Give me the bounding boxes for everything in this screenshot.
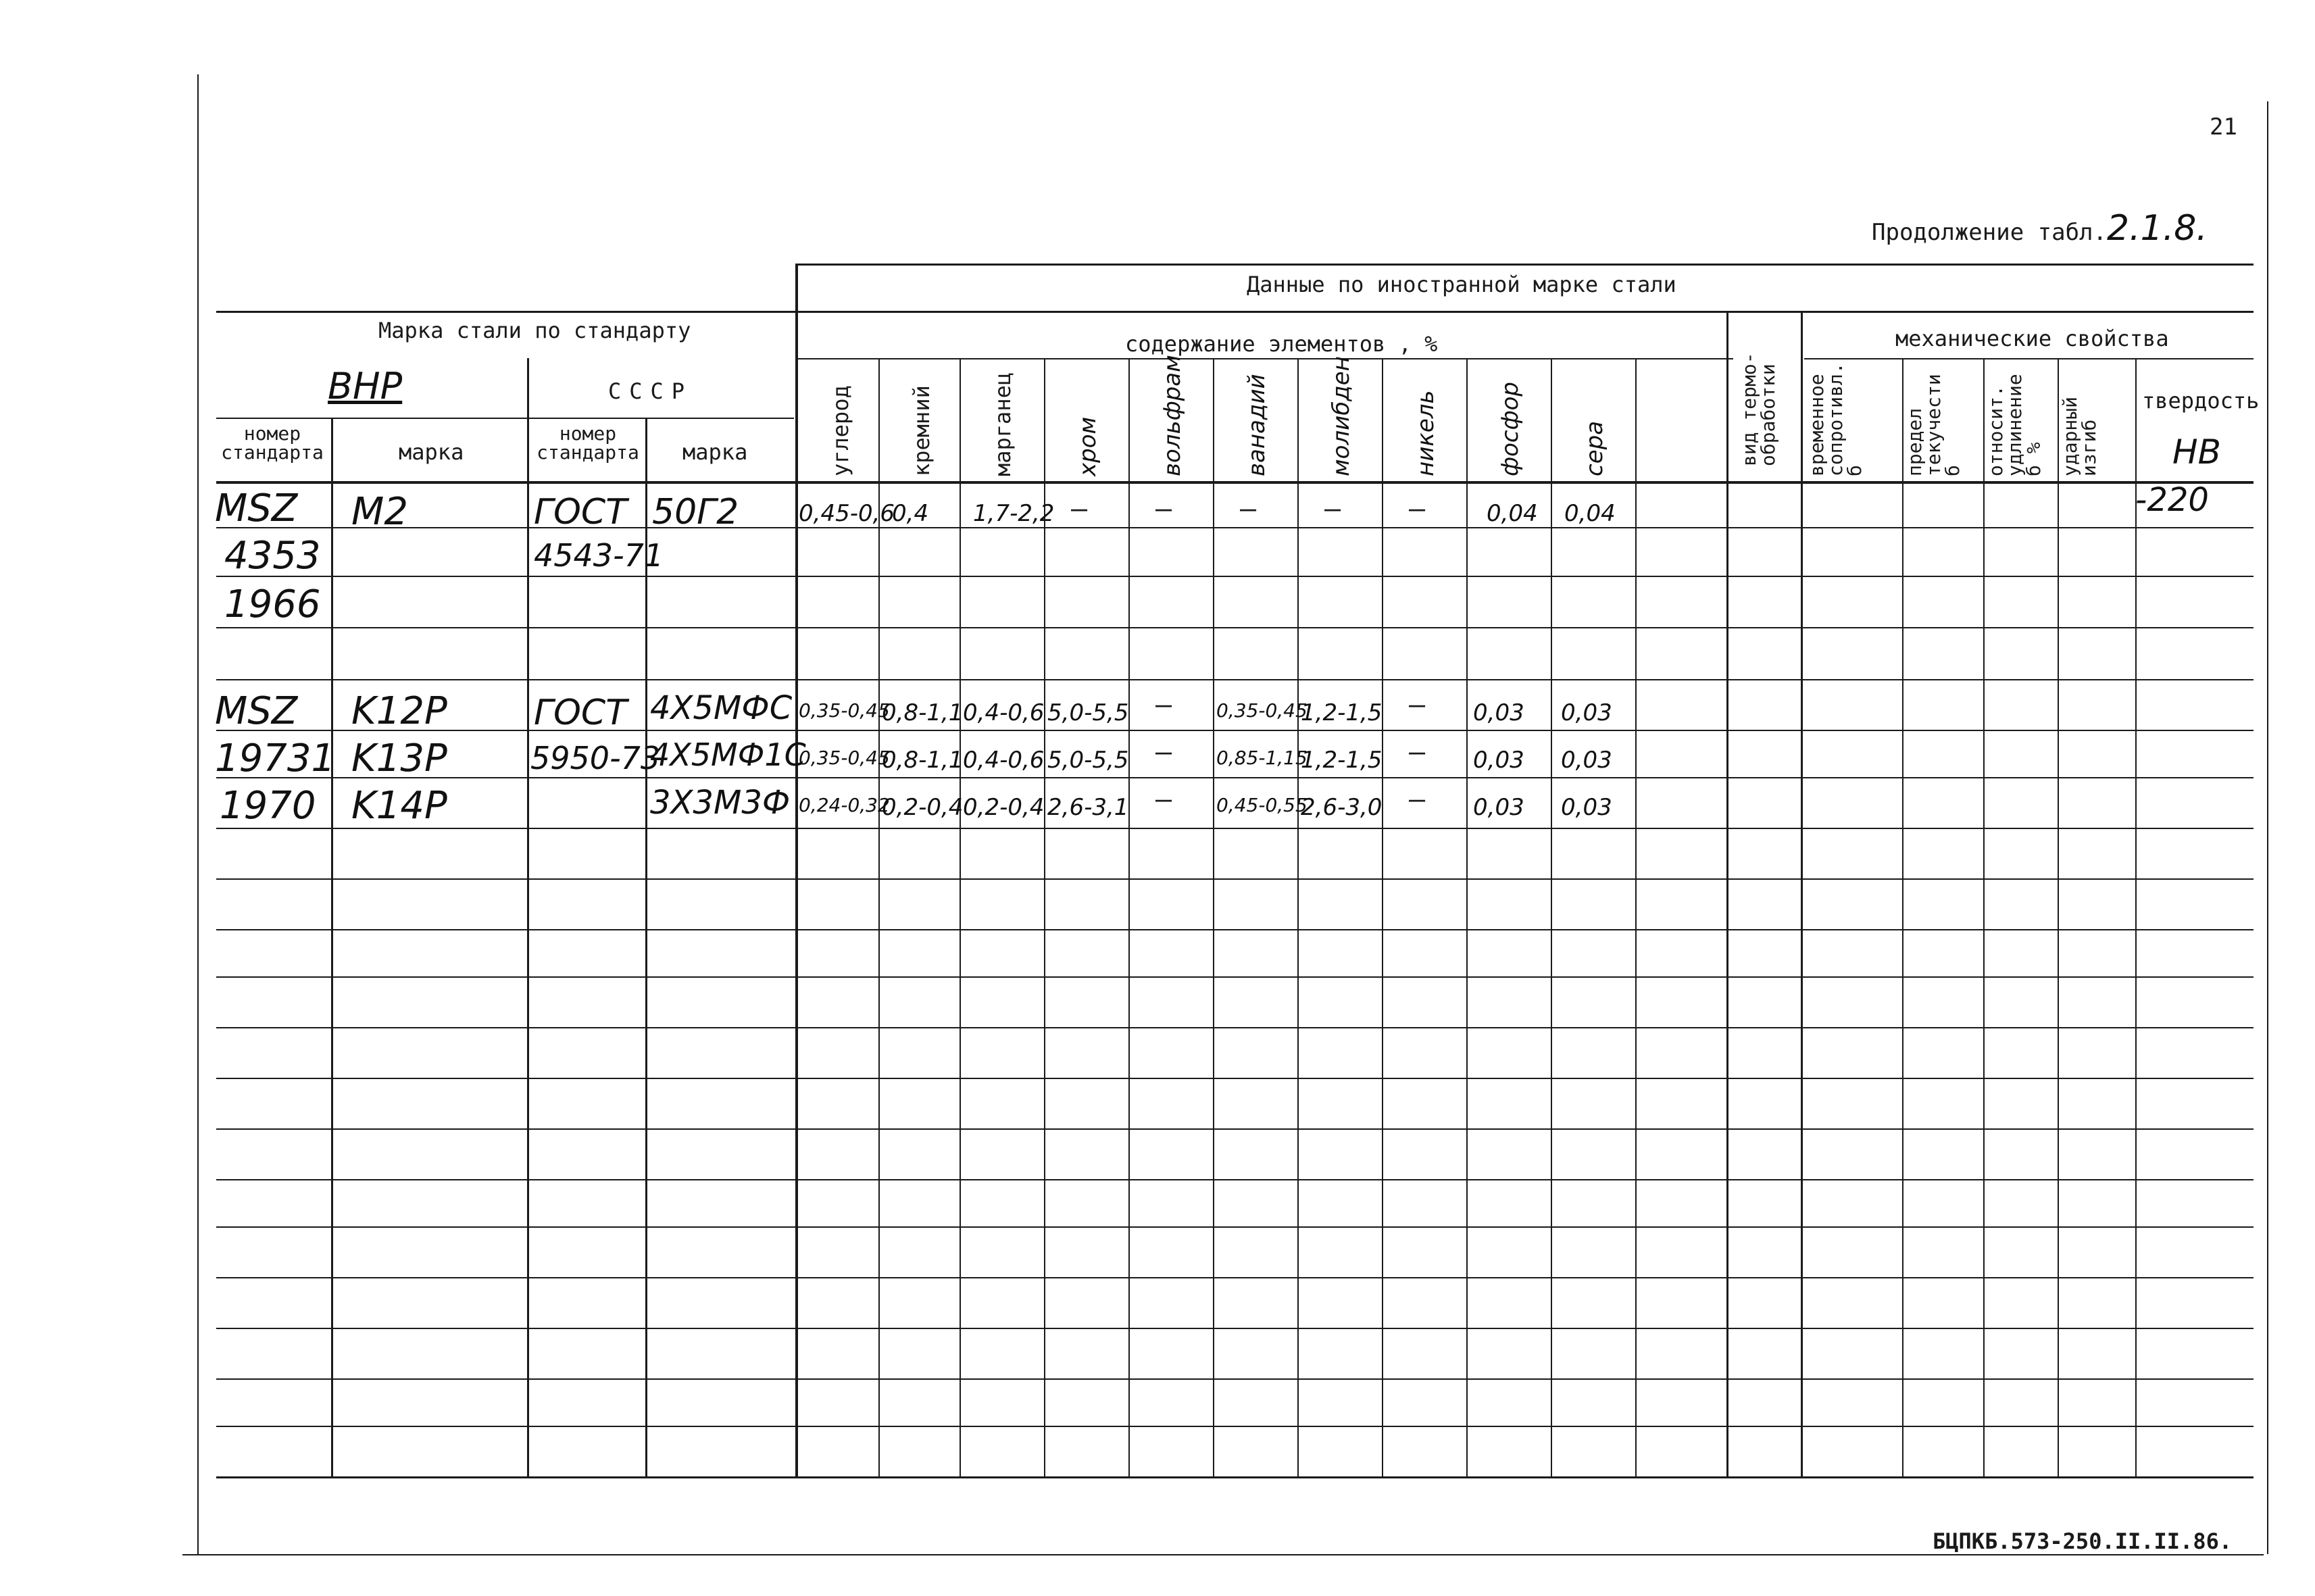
vanadium-value: — — [1240, 493, 1257, 524]
grid-line — [797, 358, 1733, 359]
element-header: вольфрам — [1159, 355, 1186, 476]
tungsten-value: — — [1155, 737, 1172, 768]
ussr-standard: 5950-73 — [530, 740, 661, 776]
grid-line — [216, 679, 2254, 680]
grid-line — [216, 418, 794, 419]
grid-line — [1635, 358, 1637, 1476]
silicon-value: 0,8-1,1 — [882, 747, 964, 774]
grid-line — [216, 576, 2254, 577]
grid-line — [216, 1277, 2254, 1278]
grid-line — [2135, 358, 2137, 1476]
grid-line — [1801, 311, 1803, 1476]
grid-line — [1213, 358, 1214, 1476]
ussr-grade: 50Г2 — [652, 492, 739, 532]
grid-line — [216, 527, 2254, 528]
hardness-unit: НВ — [2172, 432, 2221, 472]
elements-header: содержание элементов , % — [1125, 331, 1438, 357]
molybdenum-value: 1,2-1,5 — [1301, 699, 1383, 726]
molybdenum-value: 2,6-3,0 — [1301, 794, 1383, 821]
page-number: 21 — [2210, 114, 2237, 141]
vanadium-value: 0,45-0,55 — [1216, 794, 1308, 816]
element-header: углерод — [828, 385, 853, 476]
manganese-value: 0,4-0,6 — [963, 747, 1045, 774]
grid-line — [1128, 358, 1130, 1476]
element-header: ванадий — [1243, 374, 1270, 476]
hardness-header: твердость — [2142, 388, 2260, 414]
element-header: фосфор — [1497, 381, 1524, 476]
col-standard-number: номер стандарта — [221, 422, 324, 464]
foreign-standard: MSZ — [215, 689, 298, 733]
phosphorus-value: 0,04 — [1487, 500, 1538, 527]
grid-line — [216, 1328, 2254, 1329]
phosphorus-value: 0,03 — [1473, 747, 1524, 774]
foreign-grade: K14P — [351, 784, 447, 828]
grid-line — [216, 1378, 2254, 1380]
grid-line — [960, 358, 961, 1476]
col-ussr-grade: марка — [682, 439, 748, 465]
phosphorus-value: 0,03 — [1473, 794, 1524, 821]
grid-line — [1466, 358, 1468, 1476]
grid-line — [216, 730, 2254, 731]
grid-line — [216, 627, 2254, 628]
mech-tensile-header: временное сопротивл. б — [1806, 362, 1866, 476]
grid-line — [216, 1179, 2254, 1180]
sulfur-value: 0,03 — [1561, 747, 1612, 774]
ussr-grade: 4Х5МФС — [650, 689, 793, 727]
ussr-grade: 4Х5МФ1С — [650, 737, 806, 773]
grid-line — [1297, 358, 1299, 1476]
element-header: хром — [1074, 416, 1101, 476]
grid-line — [797, 264, 2254, 266]
grid-line — [1726, 311, 1728, 1476]
grid-line — [216, 828, 2254, 829]
molybdenum-value: — — [1324, 493, 1341, 524]
grid-line — [216, 1078, 2254, 1079]
manganese-value: 0,2-0,4 — [963, 794, 1045, 821]
foreign-grade: K12P — [351, 689, 447, 733]
carbon-value: 0,35-0,45 — [799, 747, 890, 769]
continuation-prefix: Продолжение табл. — [1872, 219, 2107, 246]
element-header: сера — [1581, 420, 1608, 476]
continuation-number: 2.1.8. — [2107, 208, 2208, 249]
chromium-value: 5,0-5,5 — [1047, 699, 1129, 726]
grid-line — [216, 976, 2254, 978]
continuation-note — [1872, 208, 2208, 249]
grid-line — [216, 878, 2254, 880]
foreign-standard: 1970 — [220, 784, 316, 828]
phosphorus-value: 0,03 — [1473, 699, 1524, 726]
grid-line — [645, 418, 647, 1476]
sulfur-value: 0,04 — [1564, 500, 1616, 527]
grid-line — [216, 777, 2254, 778]
grid-line — [527, 358, 529, 1476]
molybdenum-value: 1,2-1,5 — [1301, 747, 1383, 774]
grid-line — [1983, 358, 1985, 1476]
vanadium-value: 0,85-1,15 — [1216, 747, 1308, 769]
grid-line — [216, 1128, 2254, 1130]
grid-line — [1382, 358, 1383, 1476]
steel-grade-header: Марка стали по стандарту — [378, 318, 691, 343]
element-header: молибден — [1328, 356, 1355, 476]
nickel-value: — — [1409, 737, 1426, 768]
silicon-value: 0,8-1,1 — [882, 699, 964, 726]
manganese-value: 1,7-2,2 — [973, 500, 1055, 527]
mech-yield-header: предел текучести б — [1903, 374, 1964, 476]
foreign-standard: 1966 — [224, 582, 321, 626]
col-grade: марка — [399, 439, 464, 465]
grid-line — [216, 311, 2254, 313]
tungsten-value: — — [1155, 689, 1172, 720]
sulfur-value: 0,03 — [1561, 794, 1612, 821]
grid-line — [216, 1426, 2254, 1427]
tungsten-value: — — [1155, 493, 1172, 524]
foreign-standard: 4353 — [224, 534, 321, 578]
silicon-value: 0,4 — [892, 500, 929, 527]
grid-line — [216, 1226, 2254, 1228]
ussr-standard: 4543-71 — [534, 537, 664, 574]
nickel-value: — — [1409, 493, 1426, 524]
nickel-value: — — [1409, 689, 1426, 720]
ussr-grade: 3Х3М3Ф — [650, 784, 791, 822]
mech-impact-header: ударный изгиб — [2059, 396, 2100, 476]
element-header: кремний — [909, 385, 935, 476]
grid-line — [216, 929, 2254, 930]
grid-line — [182, 1554, 2264, 1555]
ussr-standard: ГОСТ — [534, 492, 627, 532]
foreign-grade: K13P — [351, 737, 447, 780]
grid-line — [216, 1476, 2254, 1478]
silicon-value: 0,2-0,4 — [882, 794, 964, 821]
country-ussr: СССР — [608, 378, 693, 404]
country-foreign: ВНР — [328, 365, 403, 407]
nickel-value: — — [1409, 784, 1426, 815]
grid-line — [216, 481, 2254, 484]
mech-header: механические свойства — [1895, 326, 2169, 351]
hardness-value: -220 — [2135, 481, 2209, 519]
carbon-value: 0,45-0,6 — [799, 500, 895, 527]
vanadium-value: 0,35-0,45 — [1216, 699, 1308, 722]
manganese-value: 0,4-0,6 — [963, 699, 1045, 726]
grid-line — [795, 264, 798, 1476]
grid-line — [197, 74, 199, 1554]
element-header: марганец — [990, 372, 1016, 476]
grid-line — [1551, 358, 1552, 1476]
heat-treatment-header: вид термо- обработки — [1738, 352, 1779, 466]
tungsten-value: — — [1155, 784, 1172, 815]
chromium-value: 5,0-5,5 — [1047, 747, 1129, 774]
grid-line — [331, 418, 333, 1476]
mech-elongation-header: относит. удлинение б % — [1985, 374, 2045, 476]
col-ussr-standard-number: номер стандарта — [537, 422, 639, 464]
footer-code: БЦПКБ.573-250.II.II.86. — [1933, 1528, 2233, 1554]
grid-line — [1902, 358, 1903, 1476]
chromium-value: 2,6-3,1 — [1047, 794, 1129, 821]
grid-line — [2267, 101, 2268, 1554]
element-header: никель — [1412, 390, 1439, 476]
sulfur-value: 0,03 — [1561, 699, 1612, 726]
foreign-standard: MSZ — [215, 487, 298, 530]
carbon-value: 0,35-0,45 — [799, 699, 890, 722]
section-title: Данные по иностранной марке стали — [1247, 272, 1676, 297]
ussr-standard: ГОСТ — [534, 693, 627, 733]
foreign-grade: M2 — [351, 490, 408, 534]
chromium-value: — — [1071, 493, 1088, 524]
foreign-standard: 19731 — [215, 737, 336, 780]
carbon-value: 0,24-0,32 — [799, 794, 890, 816]
grid-line — [2058, 358, 2059, 1476]
grid-line — [216, 1027, 2254, 1028]
